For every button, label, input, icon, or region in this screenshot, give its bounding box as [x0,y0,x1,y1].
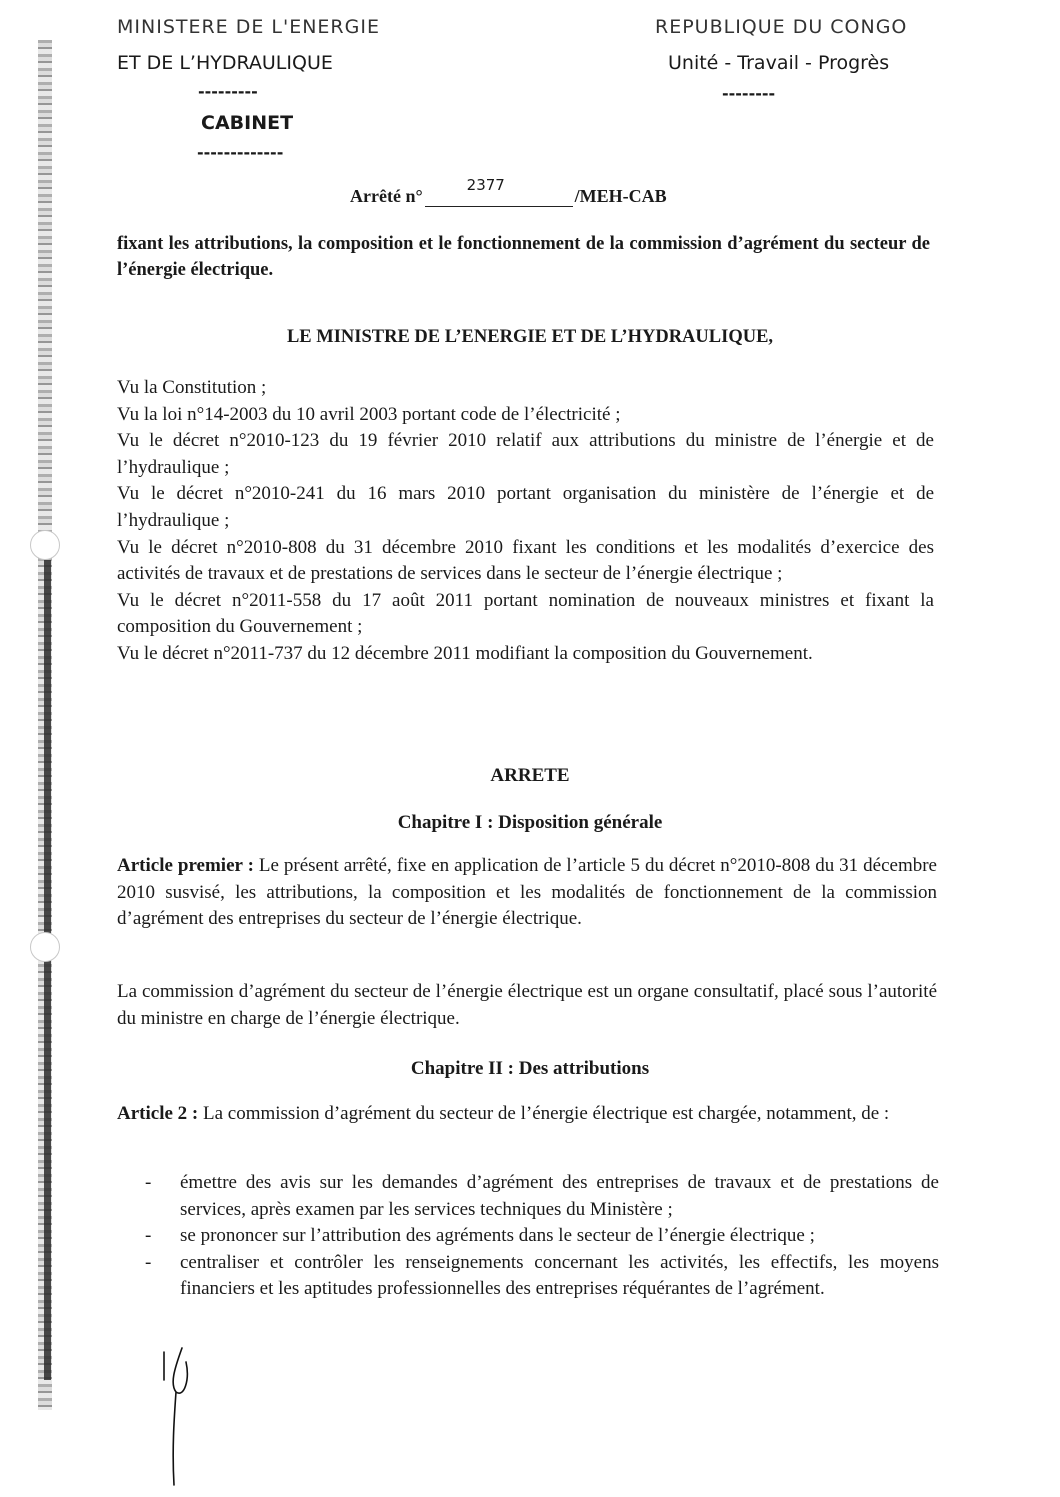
decree-title: fixant les attributions, la composition et le fonctionnement de la commission d’agrément du secteur de l’énergie électrique. [117,234,930,280]
consideration: Vu la loi n°14-2003 du 10 avril 2003 portant code de l’électricité ; [117,403,621,425]
consideration: Vu le décret n°2010-123 du 19 février 2010 relatif aux attributions du ministre de l’énergie et de l’hydraulique ; [117,430,934,478]
header-right-cut-line: REPUBLIQUE DU CONGO [655,16,908,38]
cabinet-label: CABINET [201,112,294,134]
article-1-paragraph [117,853,937,933]
decree-prefix: Arrêté n° [350,186,423,206]
decree-suffix: /MEH-CAB [574,186,667,206]
article-2-paragraph [117,1101,937,1128]
article-2-text: La commission d’agrément du secteur de l’énergie électrique est chargée, notamment, de : [198,1103,890,1124]
list-dash: - [145,1172,152,1193]
decree-number: 2377 [466,176,505,194]
list-item: - se prononcer sur l’attribution des agréments dans le secteur de l’énergie électrique ; [117,1223,939,1250]
considerations-list [117,375,934,668]
chapter-1-heading: Chapitre I : Disposition générale [397,812,663,833]
header-left-cut-line: MINISTERE DE L'ENERGIE [117,16,380,38]
consideration: Vu le décret n°2010-808 du 31 décembre 2010 fixant les conditions et les modalités d’exercice des activités de travaux et de prestations de services dans le secteur de l’énergie électrique ; [117,536,934,585]
chapter-2-heading: Chapitre II : Des attributions [410,1058,650,1079]
punch-hole [30,932,60,962]
article-1-text: Le présent arrêté, fixe en application de l’article 5 du décret n°2010-808 du 31 décembre 2010 susvisé, les attributions, la composition et les modalités de fonctionnement de la commission d’agrément des entreprises du secteur de l’énergie électrique. [117,855,937,930]
national-motto: Unité - Travail - Progrès [668,52,890,74]
list-item: - émettre des avis sur les demandes d’agrément des entreprises de travaux et de prestations de services, après examen par les services techniques du Ministère ; [145,1172,939,1220]
decree-number-line [350,176,667,207]
list-dash: - [145,1225,152,1247]
list-item: - centraliser et contrôler les renseignements concernant les activités, les effectifs, les moyens financiers et les aptitudes professionnelles des entreprises réquérantes de l’agrément. [145,1251,939,1300]
arrete-heading: ARRETE [490,765,570,786]
consideration: Vu le décret n°2011-737 du 12 décembre 2011 modifiant la composition du Gouvernement. [117,642,813,664]
article-2-label: Article 2 : [117,1103,199,1124]
article-1-label: Article premier : [117,855,254,876]
article-1-paragraph-2: La commission d’agrément du secteur de l’énergie électrique est un organe consultatif, placé sous l’autorité du ministre en charge de l’énergie électrique. [117,981,937,1029]
consideration: Vu le décret n°2010-241 du 16 mars 2010 portant organisation du ministère de l’énergie et de l’hydraulique ; [117,483,934,531]
list-dash: - [145,1251,152,1273]
header-left-separator-2: ------------- [197,143,284,162]
decree-number-blank [425,176,573,207]
scan-edge-dark-band [44,560,51,1380]
ministry-name: ET DE L’HYDRAULIQUE [117,52,333,74]
header-right-separator: -------- [722,84,776,103]
minister-heading: LE MINISTRE DE L’ENERGIE ET DE L’HYDRAULIQUE, [286,327,774,347]
consideration: Vu le décret n°2011-558 du 17 août 2011 portant nomination de nouveaux ministres et fixant la composition du Gouvernement ; [117,589,934,638]
punch-hole [30,530,60,560]
handwritten-initial-icon [160,1340,220,1490]
consideration: Vu la Constitution ; [117,377,267,398]
header-left-separator: --------- [198,82,258,101]
article-2-list [117,1170,939,1303]
